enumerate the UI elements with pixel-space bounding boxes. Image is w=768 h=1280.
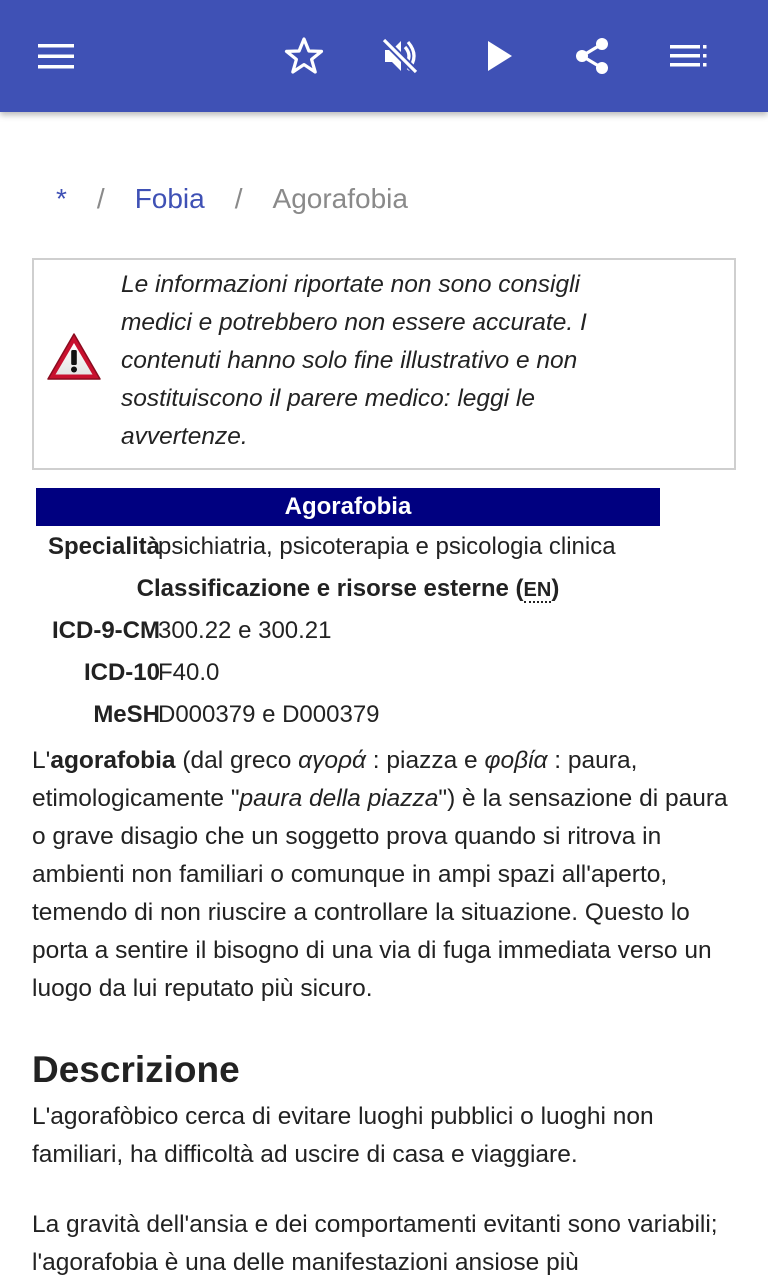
infobox-value: 300.22 e 300.21	[158, 617, 332, 644]
infobox-row	[32, 526, 664, 568]
breadcrumb-separator: /	[234, 183, 243, 214]
infobox-label[interactable]: ICD-9-CM	[52, 617, 160, 644]
intro-text: L'	[32, 747, 51, 774]
play-icon	[478, 36, 518, 76]
infobox-row	[32, 610, 664, 652]
menu-icon	[36, 36, 76, 76]
warning-icon	[46, 332, 102, 382]
favorite-button[interactable]	[274, 26, 334, 86]
infobox-label[interactable]: MeSH	[93, 701, 160, 728]
medical-disclaimer-box	[32, 258, 736, 470]
disclaimer-end: .	[240, 423, 248, 450]
mute-button[interactable]	[370, 26, 430, 86]
intro-text: (dal greco	[175, 747, 299, 774]
greek-word: φοβία	[484, 747, 548, 774]
breadcrumb	[56, 182, 408, 216]
infobox-label[interactable]: ICD-10	[83, 659, 160, 686]
section-heading-text: Classificazione e risorse esterne (	[136, 575, 524, 602]
share-icon	[572, 36, 612, 76]
breadcrumb-current: Agorafobia	[272, 183, 408, 214]
intro-text: : paura, etimologicamente "	[32, 747, 638, 812]
infobox-value: F40.0	[158, 659, 220, 686]
infobox-value: D000379 e D000379	[158, 701, 380, 728]
intro-paragraph	[32, 742, 736, 1008]
star-outline-icon	[284, 36, 324, 76]
contents-button[interactable]	[658, 26, 718, 86]
app-toolbar	[0, 0, 768, 112]
intro-text: : piazza e	[365, 747, 485, 774]
menu-button[interactable]	[26, 26, 86, 86]
disclaimer-link[interactable]: leggi le avvertenze	[121, 385, 535, 450]
playlist-icon	[668, 36, 708, 76]
description-paragraph: L'agorafòbico cerca di evitare luoghi pubblici o luoghi non familiari, ha difficoltà ad uscire di casa e viaggiare.	[32, 1103, 654, 1168]
breadcrumb-separator: /	[96, 183, 105, 214]
disclaimer-text	[121, 266, 641, 456]
disclaimer-body: Le informazioni riportate non sono consigli medici e potrebbero non essere accurate. I contenuti hanno solo fine illustrativo e non sostituiscono il parere medico:	[121, 271, 587, 412]
section-heading-close: )	[551, 575, 560, 602]
infobox-row	[32, 652, 664, 694]
infobox-section-heading	[32, 568, 664, 610]
infobox-label: Specialità	[47, 533, 160, 560]
breadcrumb-parent-link[interactable]: Fobia	[134, 183, 205, 214]
share-button[interactable]	[562, 26, 622, 86]
section-heading: Descrizione	[32, 1049, 240, 1090]
breadcrumb-root-link[interactable]: *	[56, 183, 67, 214]
intro-text: ") è la sensazione di paura o grave disagio che un soggetto prova quando si ritrova in ambienti non familiari o comunque in ampi spazi all'aperto, temendo di non riuscire a controllare la situazione. Questo lo porta a sentire il bisogno di una via di fuga immediata verso un luogo da lui reputato più sicuro.	[32, 785, 728, 1002]
infobox-row	[32, 694, 664, 736]
intro-term: agorafobia	[50, 747, 176, 774]
infobox-title: Agorafobia	[36, 488, 660, 526]
infobox-value-link[interactable]: psichiatria, psicoterapia e psicologia clinica	[158, 533, 616, 560]
play-button[interactable]	[468, 26, 528, 86]
intro-quote: paura della piazza	[239, 785, 439, 812]
infobox	[32, 488, 664, 736]
volume-off-icon	[380, 36, 420, 76]
description-paragraph: La gravità dell'ansia e dei comportamenti evitanti sono variabili; l'agorafobia è una delle manifestazioni ansiose più	[32, 1211, 718, 1276]
language-abbr: EN	[523, 579, 552, 601]
greek-word: αγορά	[298, 747, 366, 774]
